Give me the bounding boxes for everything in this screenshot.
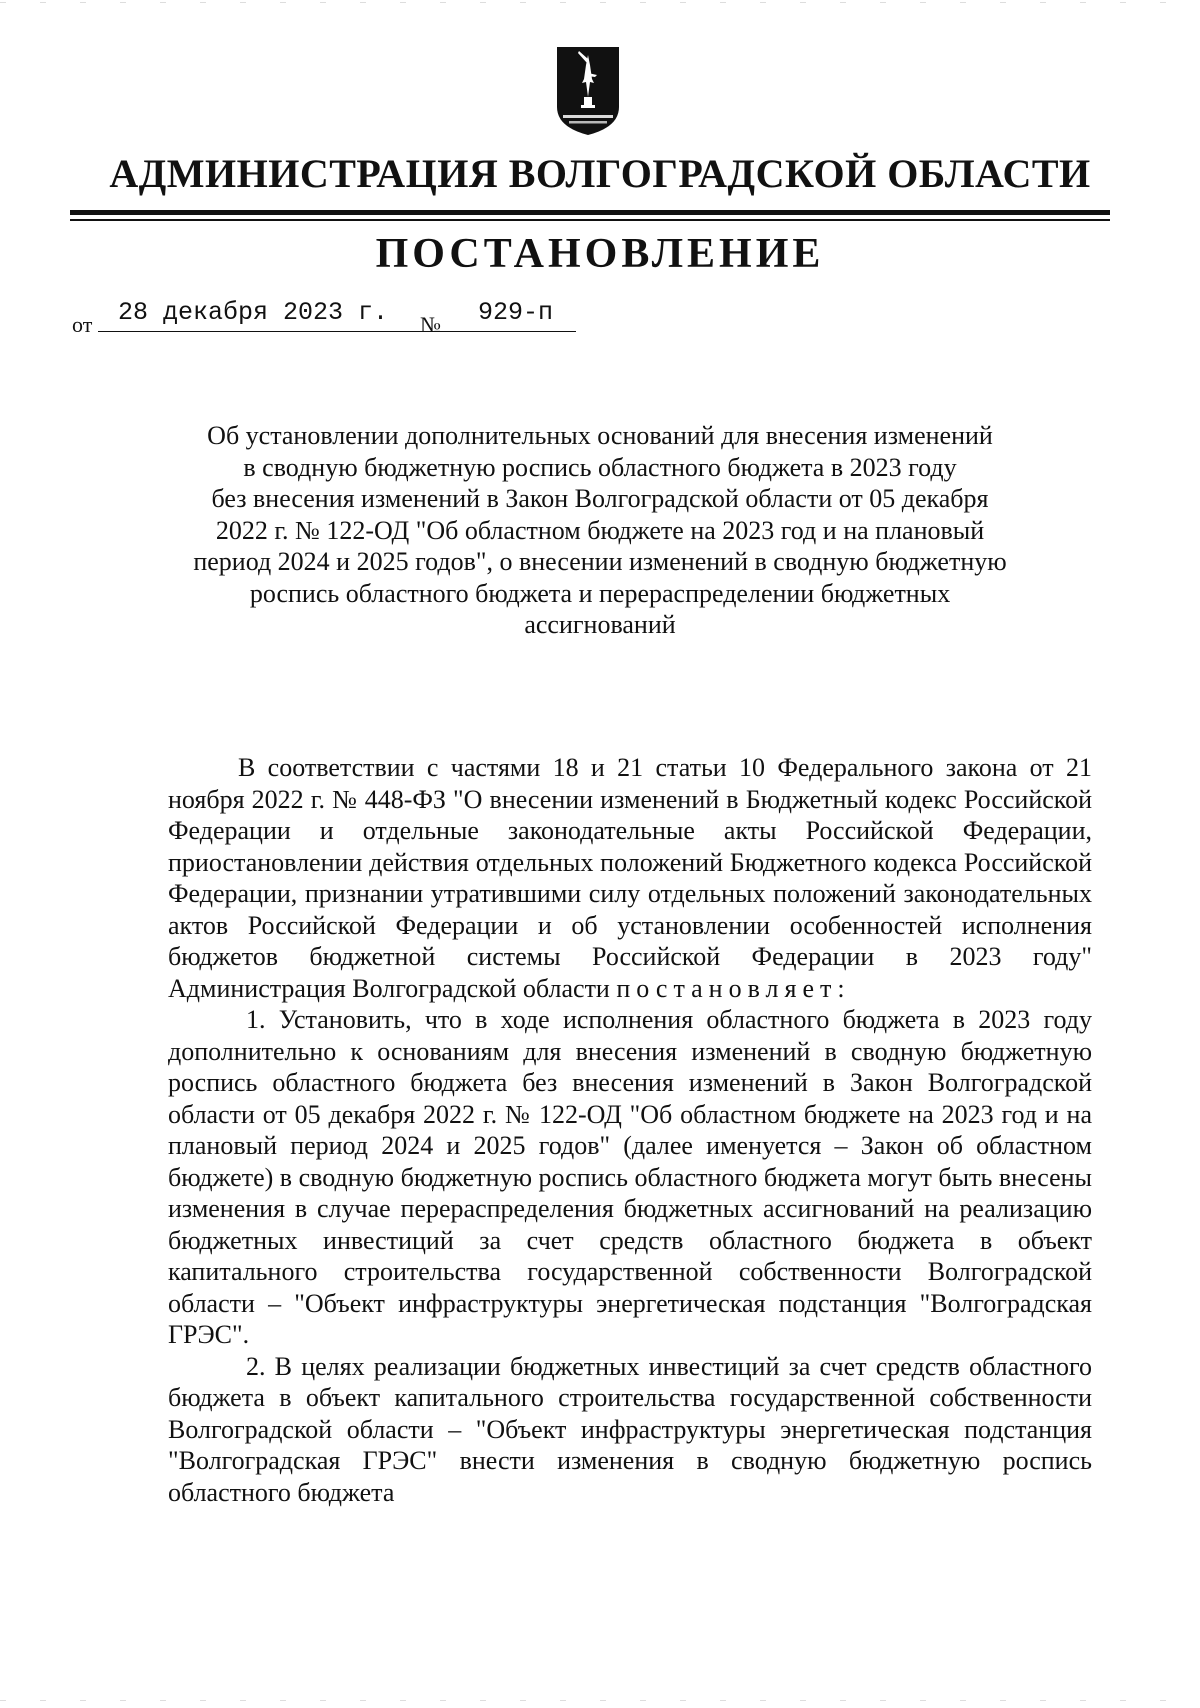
preamble-paragraph [168,752,1092,1004]
subject-line: Об установлении дополнительных оснований для внесения изменений [207,421,993,450]
header-rule-thin [70,219,1110,221]
subject-line: 2022 г. № 122-ОД "Об областном бюджете на 2023 год и на плановый [215,515,985,545]
subject-line: в сводную бюджетную роспись областного бюджета в 2023 году [243,452,957,482]
coat-of-arms-icon [555,45,621,137]
header-rule-thick [70,210,1110,215]
organization-title: АДМИНИСТРАЦИЯ ВОЛГОГРАДСКОЙ ОБЛАСТИ [109,151,1091,196]
date-label: от [72,312,93,337]
number-label: № [420,312,441,337]
subject-line: период 2024 и 2025 годов", о внесении изменений в сводную бюджетную [193,547,1007,576]
subject-line: без внесения изменений в Закон Волгоградской области от 05 декабря [211,484,989,513]
document-type-title: ПОСТАНОВЛЕНИЕ [375,231,825,277]
subject-line: роспись областного бюджета и перераспределении бюджетных [249,578,951,608]
clause-1: 1. Установить, что в ходе исполнения областного бюджета в 2023 году дополнительно к основаниям для внесения изменений в сводную бюджетную роспись областного бюджета без внесения изменений в Закон Волгоградской области от 05 декабря 2022 г. № 122-ОД "Об областном бюджете на 2023 год и на плановый период 2024 и 2025 годов" (далее именуется – Закон об областном бюджете) в сводную бюджетную роспись областного бюджета могут быть внесены изменения в случае перераспределения бюджетных ассигнований на реализацию бюджетных инвестиций за счет средств областного бюджета в объект капитального строительства государственной собственности Волгоградской области – "Объект инфраструктуры энергетическая подстанция "Волгоградская ГРЭС". [168,1005,1092,1349]
preamble-text: В соответствии с частями 18 и 21 статьи 10 Федерального закона от 21 ноября 2022 г. № 448-ФЗ "О внесении изменений в Бюджетный кодекс Российской Федерации и отдельные законодательные акты Российской Федерации, приостановлении действия отдельных положений Бюджетного кодекса Российской Федерации, признании утратившими силу отдельных положений законодательных актов Российской Федерации и об установлении особенностей исполнения бюджетов бюджетной системы Российской Федерации в 2023 году" Администрация Волгоградской области [168,753,1092,1003]
subject-line: ассигнований [524,610,676,639]
date-number-line [72,298,592,338]
document-body [168,752,1092,1508]
number-field: 929-п [450,298,576,332]
scan-edge-top [0,2,1200,3]
document-subject [150,420,1050,641]
date-field: 28 декабря 2023 г. [98,298,476,332]
clause-2: 2. В целях реализации бюджетных инвестиций за счет средств областного бюджета в объект капитального строительства государственной собственности Волгоградской области – "Объект инфраструктуры энергетическая подстанция "Волгоградская ГРЭС" внести изменения в сводную бюджетную роспись областного бюджета [168,1351,1092,1507]
resolves-word: постановляет: [616,973,851,1003]
scan-edge-bottom [0,1700,1200,1701]
